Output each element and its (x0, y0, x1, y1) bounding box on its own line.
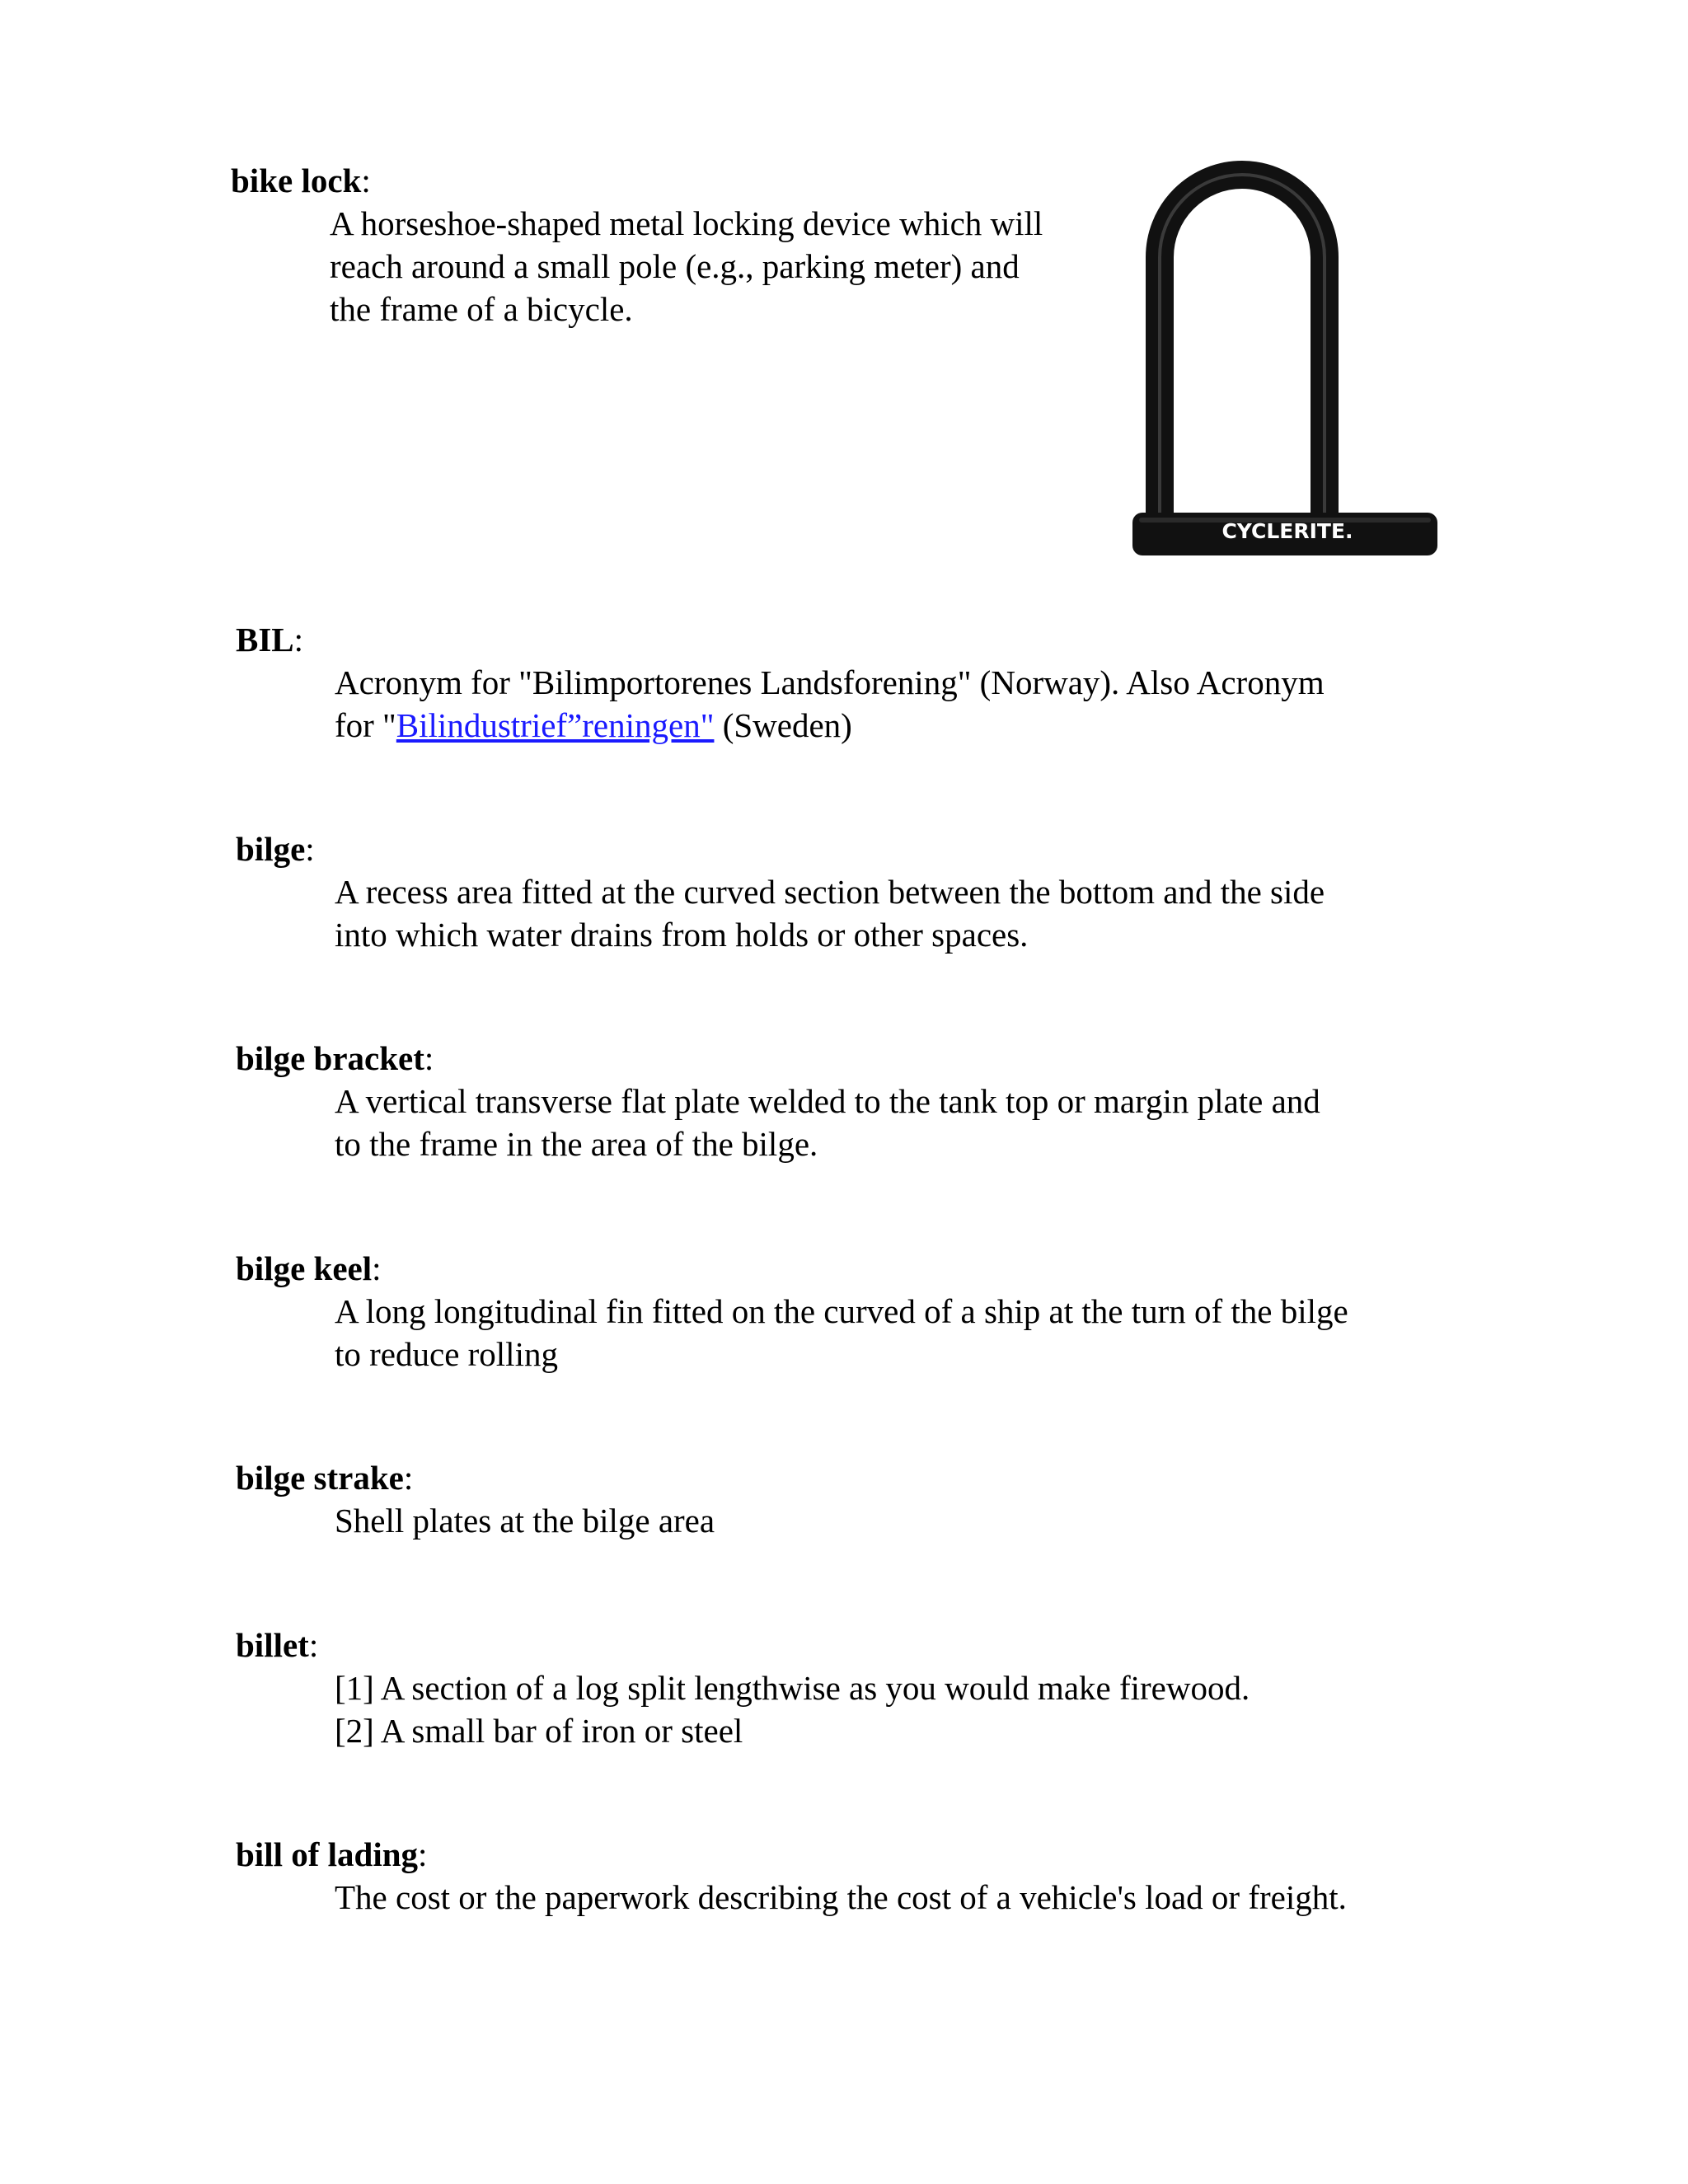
definition (335, 1666, 1250, 1752)
definition-line: reach around a small pole (e.g., parking meter) and (330, 247, 1020, 285)
term-heading: bike lock: (231, 162, 371, 199)
definition-line: A vertical transverse flat plate welded to the tank top or margin plate and (335, 1082, 1320, 1120)
term-text: bilge (236, 830, 306, 868)
term-text: bilge strake (236, 1459, 404, 1497)
definition-line: A recess area fitted at the curved section between the bottom and the side (335, 873, 1325, 911)
term-text: BIL (236, 621, 294, 658)
definition-line: A long longitudinal fin fitted on the curved of a ship at the turn of the bilge (335, 1292, 1348, 1330)
definition-line: [1] A section of a log split lengthwise as you would make firewood. (335, 1669, 1250, 1707)
term-heading: billet: (236, 1626, 319, 1664)
definition (335, 1290, 1348, 1376)
term-heading: bill of lading: (236, 1835, 428, 1873)
definition-line: [2] A small bar of iron or steel (335, 1712, 743, 1750)
definition-line: to the frame in the area of the bilge. (335, 1125, 818, 1163)
brand-label: CYCLERITE. (1221, 519, 1353, 543)
u-lock-icon (1131, 158, 1444, 566)
bilindustriforeningen-link[interactable]: Bilindustrief”reningen" (396, 706, 715, 744)
term-text: billet (236, 1626, 309, 1664)
term-heading: bilge: (236, 830, 315, 868)
bike-lock-image (1131, 158, 1444, 566)
definition-line: Shell plates at the bilge area (335, 1502, 715, 1540)
term-heading: bilge keel: (236, 1249, 382, 1287)
definition (335, 1080, 1320, 1165)
term-text: bilge keel (236, 1249, 373, 1287)
term-text: bill of lading (236, 1835, 419, 1873)
definition (330, 202, 1043, 330)
definition-line: A horseshoe-shaped metal locking device which will (330, 204, 1043, 242)
term-text: bike lock (231, 162, 362, 199)
definition (335, 661, 1325, 747)
term-heading: bilge bracket: (236, 1039, 434, 1077)
definition-line: The cost or the paperwork describing the cost of a vehicle's load or freight. (335, 1878, 1347, 1916)
term-text: bilge bracket (236, 1039, 424, 1077)
definition-line: into which water drains from holds or other spaces. (335, 916, 1029, 954)
term-heading: BIL: (236, 621, 304, 658)
definition-line: Acronym for "Bilimportorenes Landsforening" (Norway). Also Acronym (335, 663, 1325, 701)
definition (335, 1499, 715, 1542)
definition (335, 870, 1325, 956)
definition-line: the frame of a bicycle. (330, 290, 633, 328)
definition (335, 1876, 1347, 1919)
definition-line: for "Bilindustrief”reningen" (Sweden) (335, 706, 852, 744)
term-heading: bilge strake: (236, 1459, 414, 1497)
definition-line: to reduce rolling (335, 1335, 558, 1373)
